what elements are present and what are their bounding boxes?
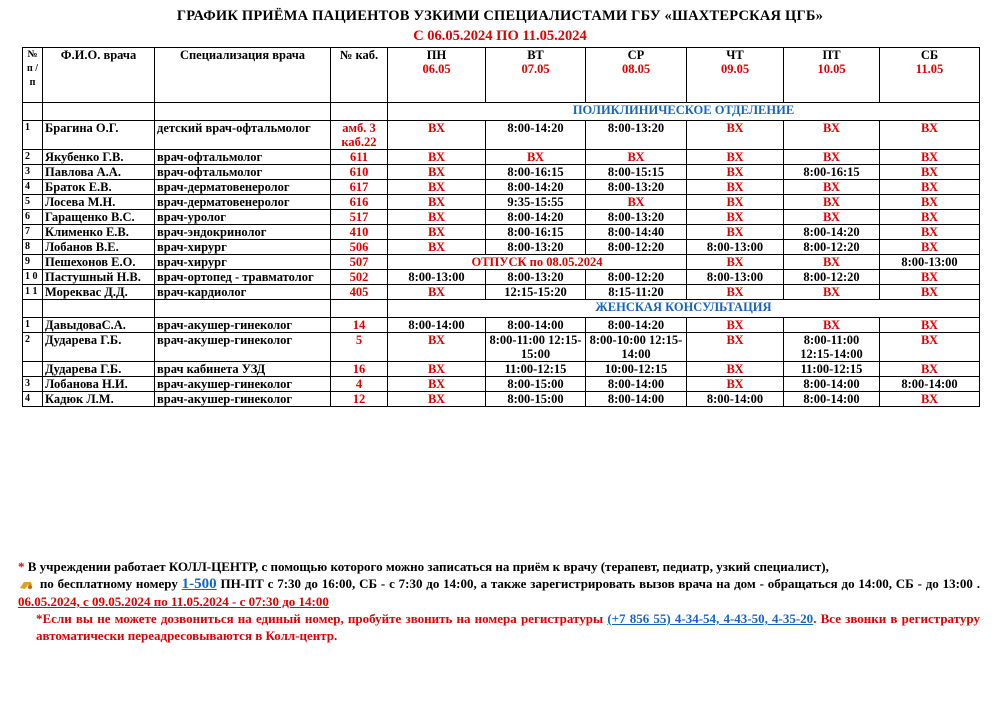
day-hours: 8:00-13:20 bbox=[486, 270, 586, 285]
hotline-number[interactable]: 1-500 bbox=[181, 576, 217, 592]
row-num: 3 bbox=[23, 377, 43, 392]
room-number: 14 bbox=[331, 318, 388, 333]
note-registry: *Если вы не можете дозвониться на единый номер, пробуйте звонить на номера регистратуры (+7 856 55) 4-34-54, 4-43-50, 4-35-20. Все звонки в регистратуру автоматически переадресовываются в Колл-центр. bbox=[36, 611, 980, 643]
phone-icon bbox=[18, 579, 34, 591]
doctor-spec: врач-дерматовенеролог bbox=[155, 180, 331, 195]
doctor-spec: врач-эндокринолог bbox=[155, 225, 331, 240]
table-row bbox=[23, 121, 980, 150]
page-subtitle: С 06.05.2024 ПО 11.05.2024 bbox=[413, 28, 587, 44]
day-hours: 8:00-16:15 bbox=[486, 165, 586, 180]
day-off: ВХ bbox=[880, 285, 980, 300]
day-hours: 8:00-14:20 bbox=[486, 210, 586, 225]
doctor-spec: врач-акушер-гинеколог bbox=[155, 392, 331, 407]
day-hours: 8:00-12:20 bbox=[784, 270, 880, 285]
doctor-name: Якубенко Г.В. bbox=[43, 150, 155, 165]
schedule-table bbox=[22, 47, 980, 407]
day-off: ВХ bbox=[388, 180, 486, 195]
day-off: ВХ bbox=[687, 285, 784, 300]
table-row bbox=[23, 210, 980, 225]
row-num: 2 bbox=[23, 333, 43, 362]
day-hours: 8:00-13:00 bbox=[687, 270, 784, 285]
day-off: ВХ bbox=[784, 255, 880, 270]
day-off: ВХ bbox=[388, 195, 486, 210]
table-row bbox=[23, 195, 980, 210]
page-title: ГРАФИК ПРИЁМА ПАЦИЕНТОВ УЗКИМИ СПЕЦИАЛИСТАМИ ГБУ «ШАХТЕРСКАЯ ЦГБ» bbox=[176, 8, 824, 24]
day-hours: 8:00-13:20 bbox=[586, 210, 687, 225]
day-hours: 8:00-14:00 bbox=[880, 377, 980, 392]
row-num bbox=[23, 362, 43, 377]
day-off: ВХ bbox=[687, 318, 784, 333]
table-row bbox=[23, 180, 980, 195]
row-num: 5 bbox=[23, 195, 43, 210]
doctor-name: Брагина О.Г. bbox=[43, 121, 155, 150]
note-callcenter: * В учреждении работает КОЛЛ-ЦЕНТР, с помощью которого можно записаться на приём к врачу (терапевт, педиатр, узкий специалист), по бесплатному номеру 1-500 ПН-ПТ с 7:30 до 16:00, СБ - с 7:30 до 14:00, а также зарегистрировать вызов врача на дом - обращаться до 14:00, СБ - до 13:00 . 06.05.2024, с 09.05.2024 по 11.05.2024 - с 07:30 до 14:00 bbox=[18, 559, 980, 609]
day-hours: 9:35-15:55 bbox=[486, 195, 586, 210]
notes bbox=[18, 558, 980, 644]
doctor-name: Дударева Г.Б. bbox=[43, 362, 155, 377]
day-hours: 8:00-14:00 bbox=[784, 392, 880, 407]
day-hours: 8:00-14:40 bbox=[586, 225, 687, 240]
table-row bbox=[23, 362, 980, 377]
row-num: 4 bbox=[23, 392, 43, 407]
table-row bbox=[23, 165, 980, 180]
day-off: ВХ bbox=[880, 225, 980, 240]
day-hours: 8:00-13:00 bbox=[880, 255, 980, 270]
day-hours: 8:00-14:00 bbox=[388, 318, 486, 333]
room-number: 502 bbox=[331, 270, 388, 285]
room-number: амб. 3 каб.22 bbox=[331, 121, 388, 150]
day-off: ВХ bbox=[687, 165, 784, 180]
doctor-name: Гаращенко В.С. bbox=[43, 210, 155, 225]
day-off: ВХ bbox=[388, 165, 486, 180]
row-num: 3 bbox=[23, 165, 43, 180]
day-off: ВХ bbox=[784, 150, 880, 165]
day-off: ВХ bbox=[687, 333, 784, 362]
day-off: ВХ bbox=[687, 121, 784, 150]
header-day-sat: СБ 11.05 bbox=[880, 48, 980, 103]
day-off: ВХ bbox=[880, 240, 980, 255]
vacation-note: ОТПУСК по 08.05.2024 bbox=[388, 255, 687, 270]
day-off: ВХ bbox=[687, 377, 784, 392]
day-off: ВХ bbox=[880, 210, 980, 225]
doctor-spec: врач кабинета УЗД bbox=[155, 362, 331, 377]
room-number: 12 bbox=[331, 392, 388, 407]
row-num: 9 bbox=[23, 255, 43, 270]
day-hours: 8:00-16:15 bbox=[486, 225, 586, 240]
day-hours: 8:00-13:20 bbox=[486, 240, 586, 255]
table-row bbox=[23, 150, 980, 165]
row-num: 1 1 bbox=[23, 285, 43, 300]
day-hours: 8:00-11:00 12:15-14:00 bbox=[784, 333, 880, 362]
day-hours: 8:00-14:20 bbox=[784, 225, 880, 240]
day-hours: 8:00-14:00 bbox=[486, 318, 586, 333]
day-hours: 8:00-14:00 bbox=[586, 377, 687, 392]
day-off: ВХ bbox=[784, 121, 880, 150]
section-row bbox=[23, 103, 980, 121]
day-hours: 8:00-13:00 bbox=[687, 240, 784, 255]
day-off: ВХ bbox=[880, 150, 980, 165]
day-off: ВХ bbox=[880, 333, 980, 362]
header-day-thu: ЧТ 09.05 bbox=[687, 48, 784, 103]
day-hours: 8:00-12:20 bbox=[784, 240, 880, 255]
header-room: № каб. bbox=[331, 48, 388, 103]
day-off: ВХ bbox=[687, 150, 784, 165]
day-off: ВХ bbox=[784, 210, 880, 225]
day-hours: 8:00-13:20 bbox=[586, 121, 687, 150]
row-num: 8 bbox=[23, 240, 43, 255]
table-row bbox=[23, 225, 980, 240]
doctor-spec: врач-офтальмолог bbox=[155, 150, 331, 165]
room-number: 507 bbox=[331, 255, 388, 270]
header-num: № п / п bbox=[23, 48, 43, 103]
day-hours: 8:00-11:00 12:15-15:00 bbox=[486, 333, 586, 362]
row-num: 4 bbox=[23, 180, 43, 195]
doctor-spec: врач-акушер-гинеколог bbox=[155, 333, 331, 362]
row-num: 6 bbox=[23, 210, 43, 225]
doctor-name: Мореквас Д.Д. bbox=[43, 285, 155, 300]
doctor-spec: врач-кардиолог bbox=[155, 285, 331, 300]
day-off: ВХ bbox=[880, 165, 980, 180]
table-row bbox=[23, 318, 980, 333]
table-row bbox=[23, 285, 980, 300]
day-hours: 10:00-12:15 bbox=[586, 362, 687, 377]
room-number: 616 bbox=[331, 195, 388, 210]
header-day-fri: ПТ 10.05 bbox=[784, 48, 880, 103]
room-number: 4 bbox=[331, 377, 388, 392]
doctor-name: Кадюк Л.М. bbox=[43, 392, 155, 407]
day-off: ВХ bbox=[586, 195, 687, 210]
doctor-spec: врач-хирург bbox=[155, 240, 331, 255]
day-hours: 8:00-15:00 bbox=[486, 392, 586, 407]
doctor-spec: врач-дерматовенеролог bbox=[155, 195, 331, 210]
day-off: ВХ bbox=[388, 362, 486, 377]
day-hours: 8:00-14:00 bbox=[687, 392, 784, 407]
table-row bbox=[23, 255, 980, 270]
room-number: 506 bbox=[331, 240, 388, 255]
day-off: ВХ bbox=[880, 318, 980, 333]
day-off: ВХ bbox=[388, 377, 486, 392]
day-hours: 8:00-15:15 bbox=[586, 165, 687, 180]
table-row bbox=[23, 240, 980, 255]
room-number: 16 bbox=[331, 362, 388, 377]
doctor-name: Клименко Е.В. bbox=[43, 225, 155, 240]
day-off: ВХ bbox=[784, 285, 880, 300]
room-number: 611 bbox=[331, 150, 388, 165]
day-off: ВХ bbox=[880, 121, 980, 150]
header-day-tue: ВТ 07.05 bbox=[486, 48, 586, 103]
doctor-name: Пастушный Н.В. bbox=[43, 270, 155, 285]
day-off: ВХ bbox=[486, 150, 586, 165]
day-off: ВХ bbox=[880, 362, 980, 377]
room-number: 5 bbox=[331, 333, 388, 362]
day-hours: 8:15-11:20 bbox=[586, 285, 687, 300]
day-off: ВХ bbox=[784, 180, 880, 195]
day-off: ВХ bbox=[388, 333, 486, 362]
room-number: 410 bbox=[331, 225, 388, 240]
header-spec: Специализация врача bbox=[155, 48, 331, 103]
doctor-name: ДавыдоваС.А. bbox=[43, 318, 155, 333]
section-row bbox=[23, 300, 980, 318]
doctor-spec: врач-акушер-гинеколог bbox=[155, 318, 331, 333]
day-off: ВХ bbox=[388, 225, 486, 240]
doctor-name: Дударева Г.Б. bbox=[43, 333, 155, 362]
day-off: ВХ bbox=[880, 392, 980, 407]
day-hours: 8:00-15:00 bbox=[486, 377, 586, 392]
table-row bbox=[23, 392, 980, 407]
day-hours: 12:15-15:20 bbox=[486, 285, 586, 300]
day-off: ВХ bbox=[687, 180, 784, 195]
day-hours: 8:00-14:00 bbox=[784, 377, 880, 392]
row-num: 2 bbox=[23, 150, 43, 165]
table-row bbox=[23, 333, 980, 362]
day-off: ВХ bbox=[687, 362, 784, 377]
day-off: ВХ bbox=[388, 392, 486, 407]
doctor-name: Лосева М.Н. bbox=[43, 195, 155, 210]
day-off: ВХ bbox=[388, 150, 486, 165]
room-number: 405 bbox=[331, 285, 388, 300]
day-hours: 8:00-14:20 bbox=[486, 121, 586, 150]
day-off: ВХ bbox=[586, 150, 687, 165]
doctor-spec: врач-ортопед - травматолог bbox=[155, 270, 331, 285]
day-off: ВХ bbox=[388, 121, 486, 150]
day-off: ВХ bbox=[388, 240, 486, 255]
day-hours: 8:00-14:20 bbox=[486, 180, 586, 195]
day-hours: 8:00-12:20 bbox=[586, 240, 687, 255]
day-off: ВХ bbox=[784, 318, 880, 333]
day-off: ВХ bbox=[880, 270, 980, 285]
room-number: 617 bbox=[331, 180, 388, 195]
doctor-spec: детский врач-офтальмолог bbox=[155, 121, 331, 150]
section-polyclinic: ПОЛИКЛИНИЧЕСКОЕ ОТДЕЛЕНИЕ bbox=[388, 103, 980, 121]
day-off: ВХ bbox=[687, 210, 784, 225]
doctor-spec: врач-офтальмолог bbox=[155, 165, 331, 180]
day-hours: 8:00-14:20 bbox=[586, 318, 687, 333]
day-off: ВХ bbox=[880, 195, 980, 210]
doctor-spec: врач-акушер-гинеколог bbox=[155, 377, 331, 392]
row-num: 1 0 bbox=[23, 270, 43, 285]
room-number: 610 bbox=[331, 165, 388, 180]
day-hours: 8:00-14:00 bbox=[586, 392, 687, 407]
day-hours: 8:00-10:00 12:15-14:00 bbox=[586, 333, 687, 362]
day-hours: 8:00-12:20 bbox=[586, 270, 687, 285]
room-number: 517 bbox=[331, 210, 388, 225]
header-name: Ф.И.О. врача bbox=[43, 48, 155, 103]
note-dates: 06.05.2024, с 09.05.2024 по 11.05.2024 - с 07:30 до 14:00 bbox=[18, 594, 329, 609]
doctor-name: Лобанов В.Е. bbox=[43, 240, 155, 255]
doctor-name: Павлова А.А. bbox=[43, 165, 155, 180]
day-hours: 11:00-12:15 bbox=[486, 362, 586, 377]
day-hours: 11:00-12:15 bbox=[784, 362, 880, 377]
day-off: ВХ bbox=[784, 195, 880, 210]
section-women: ЖЕНСКАЯ КОНСУЛЬТАЦИЯ bbox=[388, 300, 980, 318]
day-off: ВХ bbox=[880, 180, 980, 195]
doctor-spec: врач-хирург bbox=[155, 255, 331, 270]
table-row bbox=[23, 377, 980, 392]
doctor-name: Пешехонов Е.О. bbox=[43, 255, 155, 270]
doctor-name: Браток Е.В. bbox=[43, 180, 155, 195]
day-hours: 8:00-13:20 bbox=[586, 180, 687, 195]
day-hours: 8:00-16:15 bbox=[784, 165, 880, 180]
row-num: 1 bbox=[23, 318, 43, 333]
table-row bbox=[23, 270, 980, 285]
day-off: ВХ bbox=[687, 225, 784, 240]
header-row bbox=[23, 48, 980, 103]
day-off: ВХ bbox=[687, 255, 784, 270]
row-num: 7 bbox=[23, 225, 43, 240]
registry-phones[interactable]: (+7 856 55) 4-34-54, 4-43-50, 4-35-20 bbox=[607, 611, 814, 626]
doctor-spec: врач-уролог bbox=[155, 210, 331, 225]
day-off: ВХ bbox=[687, 195, 784, 210]
header-day-wed: СР 08.05 bbox=[586, 48, 687, 103]
day-off: ВХ bbox=[388, 210, 486, 225]
day-hours: 8:00-13:00 bbox=[388, 270, 486, 285]
doctor-name: Лобанова Н.И. bbox=[43, 377, 155, 392]
day-off: ВХ bbox=[388, 285, 486, 300]
header-day-mon: ПН 06.05 bbox=[388, 48, 486, 103]
row-num: 1 bbox=[23, 121, 43, 150]
